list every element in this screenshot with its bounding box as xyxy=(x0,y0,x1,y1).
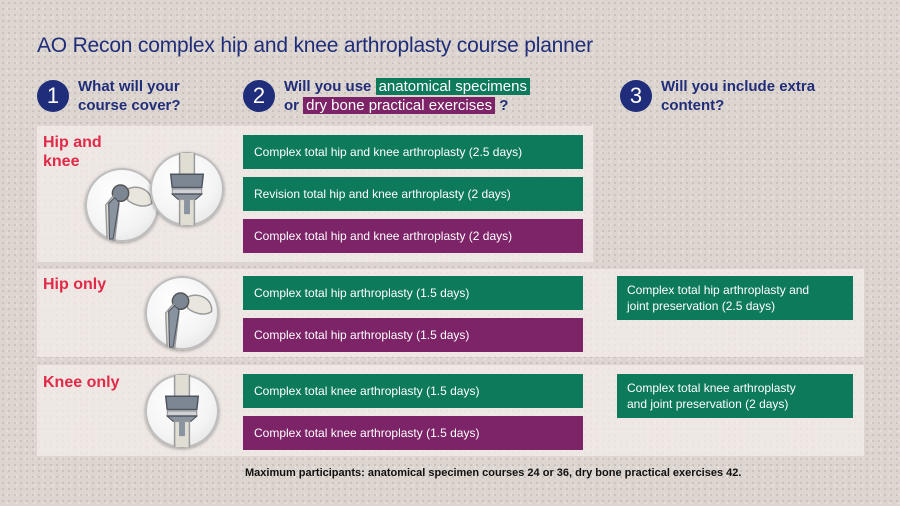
step-1 xyxy=(37,77,181,115)
step-2-pre: Will you use xyxy=(284,78,372,95)
hip-knee-label xyxy=(43,133,102,171)
knee-only-label: Knee only xyxy=(43,374,120,391)
step-1-line1: What will your xyxy=(78,78,180,95)
knee-implant-icon xyxy=(145,374,219,448)
hip-extra-line2: joint preservation (2.5 days) xyxy=(627,299,776,313)
step-3-line1: Will you include extra xyxy=(661,78,816,95)
hip-knee-label-line2: knee xyxy=(43,153,80,170)
dry-bone-highlight: dry bone practical exercises xyxy=(303,97,495,114)
course-hip-knee-2-5-days: Complex total hip and knee arthroplasty (2.5 days) xyxy=(243,135,583,169)
course-revision-hip-knee: Revision total hip and knee arthroplasty (2 days) xyxy=(243,177,583,211)
step-2-mid: or xyxy=(284,97,299,114)
step-number-3: 3 xyxy=(620,80,652,112)
knee-implant-icon xyxy=(150,152,224,226)
page-title: AO Recon complex hip and knee arthroplasty course planner xyxy=(37,34,593,57)
step-3-line2: content? xyxy=(661,97,725,114)
course-hip-dry-bone: Complex total hip arthroplasty (1.5 days) xyxy=(243,318,583,352)
step-2 xyxy=(243,77,530,115)
course-hip-extra xyxy=(617,276,853,320)
step-2-question xyxy=(284,77,530,115)
course-knee-dry-bone: Complex total knee arthroplasty (1.5 days) xyxy=(243,416,583,450)
course-knee-specimen: Complex total knee arthroplasty (1.5 days) xyxy=(243,374,583,408)
footnote: Maximum participants: anatomical specimen courses 24 or 36, dry bone practical exercises 42. xyxy=(245,467,742,479)
course-hip-knee-dry-bone: Complex total hip and knee arthroplasty (2 days) xyxy=(243,219,583,253)
knee-extra-line1: Complex total knee arthroplasty xyxy=(627,381,796,395)
hip-only-label: Hip only xyxy=(43,276,107,293)
step-1-question xyxy=(78,77,181,115)
step-number-1: 1 xyxy=(37,80,69,112)
step-3-question xyxy=(661,77,815,115)
step-3 xyxy=(620,77,815,115)
course-hip-specimen: Complex total hip arthroplasty (1.5 days) xyxy=(243,276,583,310)
hip-knee-label-line1: Hip and xyxy=(43,134,102,151)
hip-extra-line1: Complex total hip arthroplasty and xyxy=(627,283,810,297)
step-2-post: ? xyxy=(499,97,509,114)
hip-implant-icon xyxy=(145,276,219,350)
knee-extra-line2: and joint preservation (2 days) xyxy=(627,397,789,411)
step-1-line2: course cover? xyxy=(78,97,181,114)
course-knee-extra xyxy=(617,374,853,418)
hip-implant-icon xyxy=(85,168,159,242)
step-number-2: 2 xyxy=(243,80,275,112)
anatomical-specimens-highlight: anatomical specimens xyxy=(376,78,530,95)
